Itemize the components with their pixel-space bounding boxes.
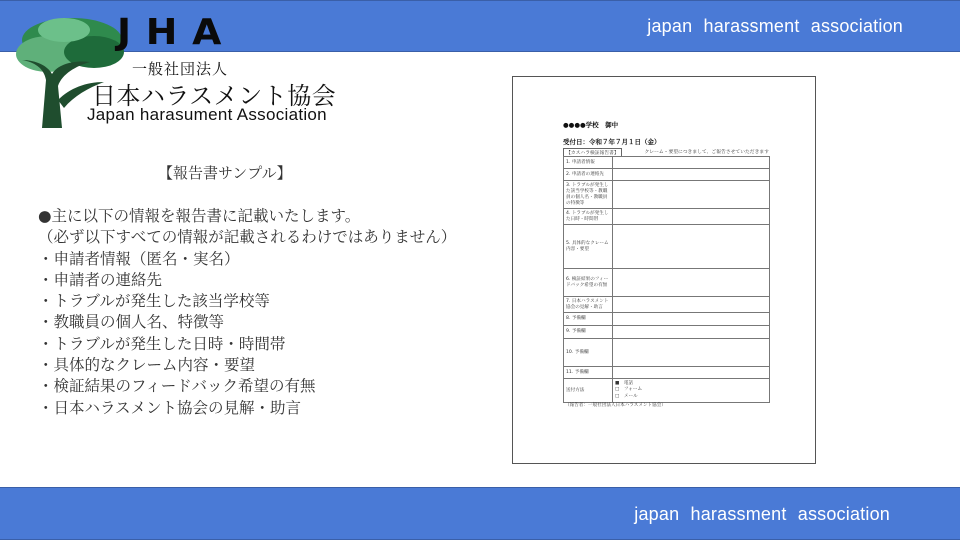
report-row-label: 3. トラブルが発生した該当学校等・教職員の個人名・教職員の特徴等 [564, 181, 613, 209]
report-header-title: 【カスハラ検証報告書】 [563, 148, 622, 157]
delivery-option: ■ 電話 [615, 380, 634, 386]
report-table [563, 156, 770, 403]
info-line: ・申請者の連絡先 [38, 270, 163, 289]
report-recipient: ●●●●学校 御中 [563, 121, 619, 129]
report-row [564, 313, 770, 326]
report-row-value [613, 326, 770, 339]
report-row-label: 8. 予備欄 [564, 313, 613, 326]
org-type: 一般社団法人 [132, 60, 229, 78]
report-row-label: 4. トラブルが発生した日時・時間帯 [564, 209, 613, 225]
info-line: ・日本ハラスメント協会の見解・助言 [38, 398, 302, 417]
report-row [564, 339, 770, 367]
report-row-value [613, 367, 770, 379]
report-row [564, 367, 770, 379]
info-line: （必ず以下すべての情報が記載されるわけではありません） [38, 228, 457, 247]
org-name: 日本ハラスメント協会 [92, 82, 337, 110]
header-text: japan harassment association [647, 16, 903, 36]
report-row-label: 11. 予備欄 [564, 367, 613, 379]
info-line: ・トラブルが発生した日時・時間帯 [38, 334, 286, 353]
association-logo [14, 10, 344, 130]
report-row-value [613, 339, 770, 367]
report-issuer: （報告者：一般社団法人日本ハラスメント協会） [565, 403, 666, 408]
report-row-value [613, 209, 770, 225]
info-list [38, 206, 456, 419]
report-row-label: 6. 検証結果のフィードバック希望の有無 [564, 269, 613, 297]
report-date: 受付日：令和７年７月１日（金） [563, 138, 661, 146]
report-row-label: 5. 具体的なクレーム内容・要望 [564, 225, 613, 269]
report-row-value [613, 297, 770, 313]
sample-title: 【報告書サンプル】 [158, 164, 292, 182]
info-line: ●主に以下の情報を報告書に記載いたします。 [38, 207, 361, 225]
report-row-value [613, 313, 770, 326]
report-row [564, 297, 770, 313]
report-row-label: 7. 日本ハラスメント協会の見解・助言 [564, 297, 613, 313]
info-line: ・申請者情報（匿名・実名） [38, 249, 240, 268]
report-row-value [613, 379, 770, 403]
report-header-note: クレーム・要望につきまして、ご報告させていただきます [644, 150, 769, 155]
report-row-value [613, 181, 770, 209]
info-line: ・具体的なクレーム内容・要望 [38, 356, 256, 375]
footer-text: japan harassment association [634, 504, 890, 524]
report-row [564, 181, 770, 209]
report-row-label: 送付方法 [564, 379, 613, 403]
report-row-label: 2. 申請者の連絡先 [564, 169, 613, 181]
report-row [564, 269, 770, 297]
report-row [564, 225, 770, 269]
report-row [564, 209, 770, 225]
report-row-value [613, 225, 770, 269]
report-row-value [613, 169, 770, 181]
report-row [564, 157, 770, 169]
report-row [564, 169, 770, 181]
report-row-value [613, 269, 770, 297]
report-row [564, 326, 770, 339]
report-row-label: 1. 申請者情報 [564, 157, 613, 169]
report-row-value [613, 157, 770, 169]
report-row [564, 379, 770, 403]
info-line: ・教職員の個人名、特徴等 [38, 313, 225, 332]
jha-mark: JHA [117, 12, 237, 53]
report-row-label: 9. 予備欄 [564, 326, 613, 339]
report-row-label: 10. 予備欄 [564, 339, 613, 367]
info-line: ・検証結果のフィードバック希望の有無 [38, 377, 316, 396]
delivery-option: □ フォーム [615, 387, 643, 393]
report-sample-document [512, 76, 816, 464]
footer-bar [0, 487, 960, 540]
org-name-english: Japan harasument Association [87, 105, 327, 124]
delivery-option: □ メール [615, 393, 638, 399]
info-line: ・トラブルが発生した該当学校等 [38, 292, 270, 311]
